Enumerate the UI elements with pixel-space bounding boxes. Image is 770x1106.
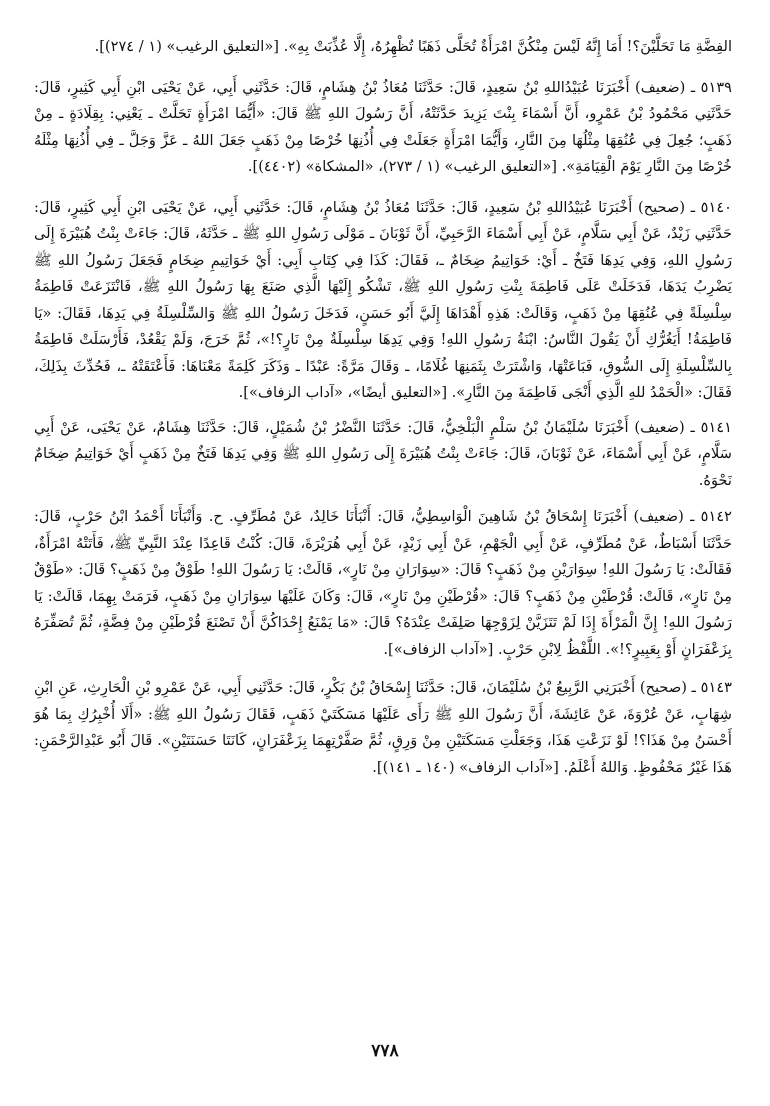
paragraph-hadith-5143: ٥١٤٣ ـ (صحيح) أَخْبَرَنِي الرَّبِيعُ بْنُ سُلَيْمَانَ، قَالَ: حَدَّثَنَا إِسْحَاقُ بْنُ بَكْرٍ، قَالَ: حَدَّثَنِي أَبِي، عَنْ عَمْرِو بْنِ الْحَارِثِ، عَنِ ابْنِ شِهَابٍ، عَنْ عُرْوَةَ، عَنْ عَائِشَةَ، أَنَّ رَسُولَ اللهِ ﷺ رَأَى عَلَيْهَا مَسَكَتَيْ ذَهَبٍ، فَقَالَ رَسُولُ اللهِ ﷺ: «أَلَا أُخْبِرُكِ بِمَا هُوَ أَحْسَنُ مِنْ هَذَا؟! لَوْ نَزَعْتِ هَذَا، وَجَعَلْتِ مَسَكَتَيْنِ مِنْ وَرِقٍ، ثُمَّ صَفَّرْتِهِمَا بِزَعْفَرَانٍ، كَانَتَا حَسَنَتَيْنِ». قَالَ أَبُو عَبْدِالرَّحْمَنِ: هَذَا غَيْرُ مَحْفُوظٍ. وَاللهُ أَعْلَمُ. [«آداب الزفاف» (١٤٠ ـ ١٤١)].: [34, 679, 732, 776]
paragraph-hadith-5141: ٥١٤١ ـ (ضعيف) أَخْبَرَنَا سُلَيْمَانُ بْنُ سَلْمٍ الْبَلْخِيُّ، قَالَ: حَدَّثَنَا النَّضْرُ بْنُ شُمَيْلٍ، قَالَ: حَدَّثَنَا هِشَامٌ، عَنْ يَحْيَى، عَنْ أَبِي سَلَّامٍ، عَنْ أَبِي أَسْمَاءَ، عَنْ ثَوْبَانَ، قَالَ: جَاءَتْ بِنْتُ هُبَيْرَةَ إِلَى رَسُولِ اللهِ ﷺ وَفِي يَدِهَا فَتَخٌ مِنْ ذَهَبٍ أَيْ خَوَاتِيمُ ضِخَامٌ نَحْوَهُ.: [34, 418, 732, 489]
paragraph-hadith-5140: ٥١٤٠ ـ (صحيح) أَخْبَرَنَا عُبَيْدُاللهِ بْنُ سَعِيدٍ، قَالَ: حَدَّثَنَا مُعَاذُ بْنُ هِشَامٍ، قَالَ: حَدَّثَنِي أَبِي، عَنْ يَحْيَى ابْنِ أَبِي كَثِيرٍ، قَالَ: حَدَّثَنِي زَيْدٌ، عَنْ أَبِي سَلَّامٍ، عَنْ أَبِي أَسْمَاءَ الرَّحَبِيِّ، أَنَّ ثَوْبَانَ ـ مَوْلَى رَسُولِ اللهِ ﷺ ـ حَدَّثَهُ، قَالَ: جَاءَتْ بِنْتُ هُبَيْرَةَ إِلَى رَسُولِ اللهِ، وَفِي يَدِهَا فَتَخٌ ـ أَيْ: خَوَاتِيمُ ضِخَامٌ ـ، فَقَالَ: كَذَا فِي كِتَابِ أَبِي: أَيْ خَوَاتِيمِ ضِخَامٍ فَجَعَلَ رَسُولُ اللهِ ﷺ يَضْرِبُ يَدَهَا، فَدَخَلَتْ عَلَى فَاطِمَةَ بِنْتِ رَسُولِ اللهِ ﷺ، تَشْكُو إِلَيْهَا الَّذِي صَنَعَ بِهَا رَسُولُ اللهِ ﷺ، فَانْتَزَعَتْ فَاطِمَةُ سِلْسِلَةً فِي عُنُقِهَا مِنْ ذَهَبٍ، وَقَالَتْ: هَذِهِ أَهْدَاهَا إِلَيَّ أَبُو حَسَنٍ، فَدَخَلَ رَسُولُ اللهِ ﷺ وَالسِّلْسِلَةُ فِي يَدِهَا، فَقَالَ: «يَا فَاطِمَةُ! أَيَغُرُّكِ أَنْ يَقُولَ النَّاسُ: ابْنَةُ رَسُولِ اللهِ! وَفِي يَدِهَا سِلْسِلَةٌ مِنْ نَارٍ؟!»، ثُمَّ خَرَجَ، وَلَمْ يَقْعُدْ، فَأَرْسَلَتْ فَاطِمَةُ بِالسِّلْسِلَةِ إِلَى السُّوقِ، فَبَاعَتْهَا، وَاشْتَرَتْ بِثَمَنِهَا غُلَامًا، ـ وَقَالَ مَرَّةً: عَبْدًا ـ وَذَكَرَ كَلِمَةً مَعْنَاهَا: فَأَعْتَقَتْهُ ـ، فَحُدِّثَ بِذَلِكَ، فَقَالَ: «الْحَمْدُ للهِ الَّذِي أَنْجَى فَاطِمَةَ مِنَ النَّارِ». [«التعليق أيضًا»، «آداب الزفاف»].: [34, 198, 732, 401]
paragraph-hadith-5139: ٥١٣٩ ـ (ضعيف) أَخْبَرَنَا عُبَيْدُاللهِ بْنُ سَعِيدٍ، قَالَ: حَدَّثَنَا مُعَاذُ بْنُ هِشَامٍ، قَالَ: حَدَّثَنِي أَبِي، عَنْ يَحْيَى ابْنِ أَبِي كَثِيرٍ، قَالَ: حَدَّثَنِي مَحْمُودُ بْنُ عَمْرٍو، أَنَّ أَسْمَاءَ بِنْتَ يَزِيدَ حَدَّثَتْهُ، أَنَّ رَسُولَ اللهِ ﷺ قَالَ: «أَيُّمَا امْرَأَةٍ تَحَلَّتْ ـ يَعْنِي: بِقِلَادَةٍ ـ مِنْ ذَهَبٍ؛ جُعِلَ فِي عُنُقِهَا مِثْلُهَا مِنَ النَّارِ، وَأَيُّمَا امْرَأَةٍ جَعَلَتْ فِي أُذُنِهَا خُرْصًا مِنْ ذَهَبٍ جَعَلَ اللهُ ـ عَزَّ وَجَلَّ ـ فِي أُذُنِهَا مِثْلَهُ خُرْصًا مِنَ النَّارِ يَوْمَ الْقِيَامَةِ». [«التعليق الرغيب» (١ / ٢٧٣)، «المشكاة» (٤٤٠٢)].: [34, 78, 732, 175]
paragraph-continuation-5138: الفِضَّةِ مَا تَحَلَّيْنَ؟! أَمَا إِنَّهُ لَيْسَ مِنْكُنَّ امْرَأَةٌ تُحَلَّى ذَهَبًا تُظْهِرُهُ، إِلَّا عُذِّبَتْ بِهِ». [«التعليق الرغيب» (١ / ٢٧٤)].: [94, 38, 732, 55]
paragraph-hadith-5142: ٥١٤٢ ـ (ضعيف) أَخْبَرَنَا إِسْحَاقُ بْنُ شَاهِينَ الْوَاسِطِيُّ، قَالَ: أَنْبَأَنَا خَالِدٌ، عَنْ مُطَرِّفٍ. ح. وَأَنْبَأَنَا أَحْمَدُ ابْنُ حَرْبٍ، قَالَ: حَدَّثَنَا أَسْبَاطٌ، عَنْ مُطَرِّفٍ، عَنْ أَبِي الْجَهْمِ، عَنْ أَبِي زَيْدٍ، عَنْ أَبِي هُرَيْرَةَ، قَالَ: كُنْتُ قَاعِدًا عِنْدَ النَّبِيِّ ﷺ، فَأَتَتْهُ امْرَأَةٌ، فَقَالَتْ: يَا رَسُولَ اللهِ! سِوَارَيْنِ مِنْ ذَهَبٍ؟ قَالَ: «سِوَارَانِ مِنْ نَارٍ»، قَالَتْ: يَا رَسُولَ اللهِ! طَوْقٌ مِنْ ذَهَبٍ؟ قَالَ: «طَوْقٌ مِنْ نَارٍ»، قَالَتْ: قُرْطَيْنِ مِنْ ذَهَبٍ؟ قَالَ: «قُرْطَيْنِ مِنْ نَارٍ»، قَالَ: وَكَانَ عَلَيْهَا سِوَارَانِ مِنْ ذَهَبٍ، فَرَمَتْ بِهِمَا، قَالَتْ: يَا رَسُولَ اللهِ! إِنَّ الْمَرْأَةَ إِذَا لَمْ تَتَزَيَّنْ لِزَوْجِهَا صَلِفَتْ عِنْدَهُ؟ قَالَ: «مَا يَمْنَعُ إِحْدَاكُنَّ أَنْ تَصْنَعَ قُرْطَيْنِ مِنْ فِضَّةٍ، ثُمَّ تُصَفِّرَهُ بِزَعْفَرَانٍ أَوْ بِعَبِيرٍ؟!». اللَّفْظُ لِابْنِ حَرْبٍ. [«آداب الزفاف»].: [34, 508, 732, 658]
page-body: [34, 34, 732, 1106]
page-number: ٧٧٨: [371, 1041, 399, 1061]
